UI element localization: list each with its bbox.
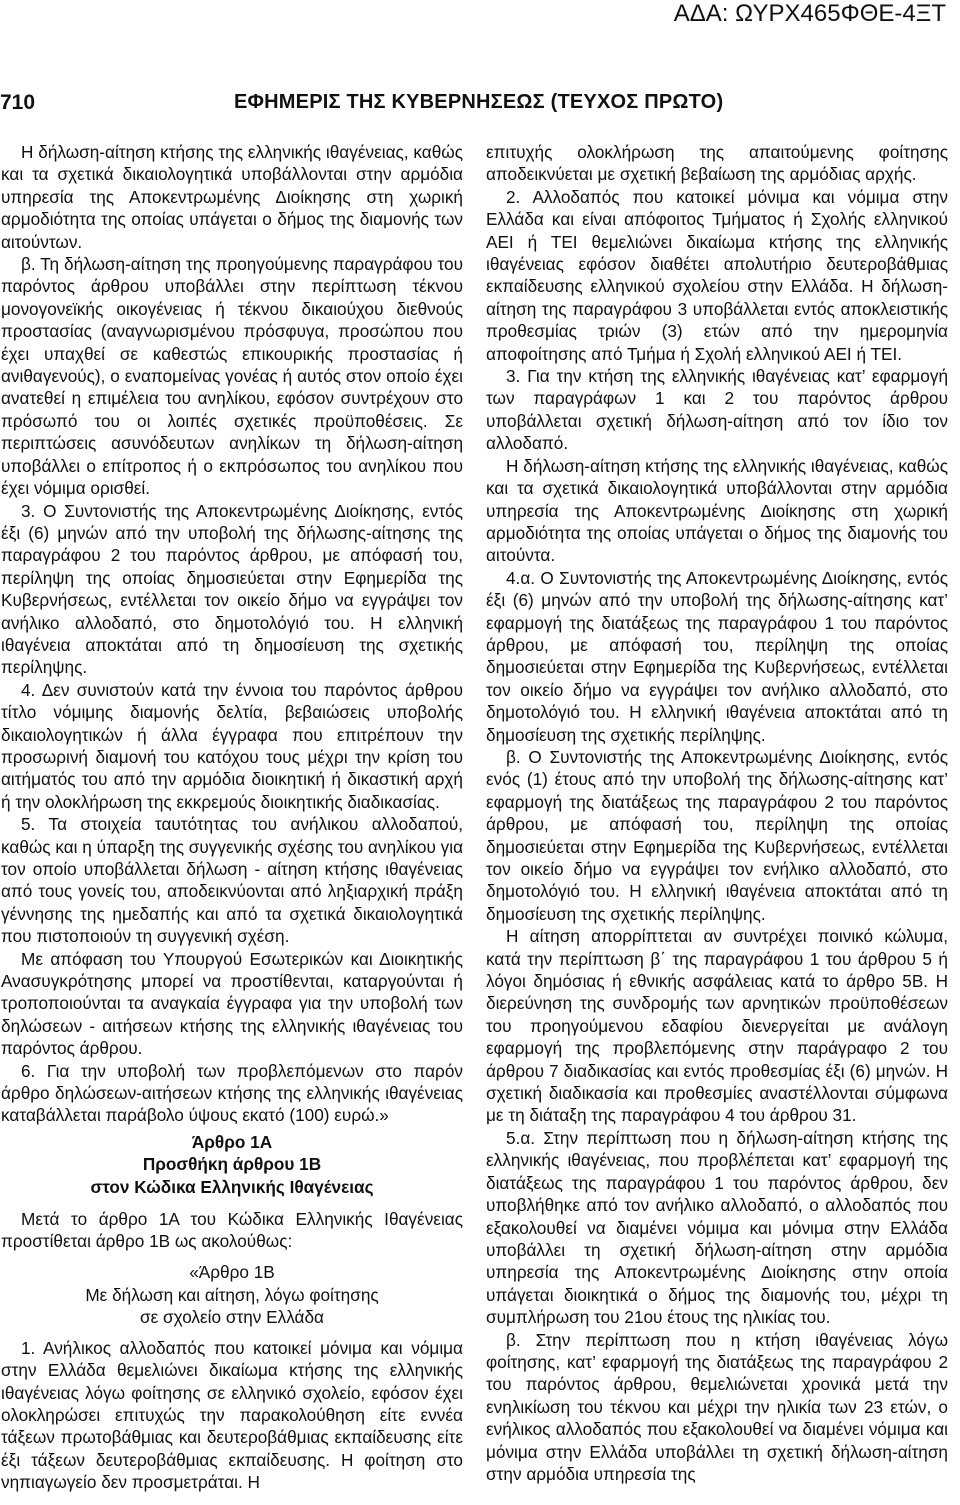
left-para-6: Με απόφαση του Υπουργού Εσωτερικών και Διοικητικής Ανασυγκρότησης μπορεί να προστίθενται, καταργούνται ή τροποποιούνται τα αναγκαία έγγραφα για την υποβολή των δηλώσεων - αιτήσεων κτήσης της ελληνικής ιθαγένειας του παρόντος άρθρου.	[1, 948, 463, 1059]
right-column	[486, 141, 948, 1485]
right-para-9: β. Στην περίπτωση που η κτήση ιθαγένειας λόγω φοίτησης, κατ’ εφαρμογή της διατάξεως της παραγράφου 2 του παρόντος άρθρου, θεμελιώνεται χρονικά μετά την ενηλικίωση του τέκνου και μέχρι την ηλικία των 23 ετών, ο ενήλικος αλλοδαπός που εξακολουθεί να διαμένει νόμιμα και μόνιμα στην Ελλάδα υποβάλλει τη σχετική δήλωση-αίτηση στην αρμόδια υπηρεσία της	[486, 1329, 948, 1484]
left-para-1: Η δήλωση-αίτηση κτήσης της ελληνικής ιθαγένειας, καθώς και τα σχετικά δικαιολογητικά υποβάλλονται στην αρμόδια υπηρεσία της Αποκεντρωμένης Διοίκησης στη χωρική αρμοδιότητα της οποίας υπάγεται ο δήμος της διαμονής των αιτούντων.	[1, 142, 463, 252]
left-para-2: β. Τη δήλωση-αίτηση της προηγούμενης παραγράφου του παρόντος άρθρου υποβάλλει στην περίπτωση τέκνου μονογονεϊκής οικογένειας ή τέκνου δικαιούχου διεθνούς προστασίας (αναγνωρισμένου πρόσφυγα, προσώπου που έχει υπαχθεί σε καθεστώς επικουρικής προστασίας ή ανιθαγενούς), ο εναπομείνας γονέας ή αυτός στον οποίο έχει ανατεθεί η επιμέλεια του ανηλίκου, εφόσον συντρέχουν στο πρόσωπό του οι λοιπές σχετικές προϋποθέσεις. Σε περιπτώσεις ασυνόδευτων ανηλίκων τη δήλωση-αίτηση υποβάλλει ο επίτροπος ή ο εκπρόσωπος του ανηλίκου που έχει νόμιμα ορισθεί.	[1, 254, 463, 499]
article-intro: Μετά το άρθρο 1Α του Κώδικα Ελληνικής Ιθαγένειας προστίθεται άρθρο 1Β ως ακολούθως:	[1, 1208, 463, 1252]
article-title-2: Προσθήκη άρθρου 1Β	[142, 1154, 322, 1175]
article-title-1: Άρθρο 1Α	[191, 1131, 273, 1152]
right-para-5: 4.α. Ο Συντονιστής της Αποκεντρωμένης Διοίκησης, εντός έξι (6) μηνών από την υποβολή της δήλωσης-αίτησης κατ’ εφαρμογή της διατάξεως της παραγράφου 1 του παρόντος άρθρου, με απόφασή του, περίληψη της οποίας δημοσιεύεται στην Εφημερίδα της Κυβερνήσεως, εντέλλεται τον οικείο δήμο να εγγράψει τον ανήλικο αλλοδαπό, στο δημοτολόγιό του. Η ελληνική ιθαγένεια αποκτάται από τη δημοσίευση της σχετικής περίληψης.	[486, 567, 948, 745]
quote-title-1: «Άρθρο 1Β	[189, 1262, 275, 1283]
right-para-8: 5.α. Στην περίπτωση που η δήλωση-αίτηση κτήσης της ελληνικής ιθαγένειας, που προβλέπεται κατ’ εφαρμογή της διατάξεως της παραγράφου 1 του παρόντος άρθρου, δεν υποβλήθηκε από τον ανήλικο αλλοδαπό, ο αλλοδαπός που εξακολουθεί να διαμένει νόμιμα και μόνιμα στην Ελλάδα υποβάλλει τη σχετική δήλωση-αίτηση στην αρμόδια υπηρεσία της Αποκεντρωμένης Διοίκησης στην οποία υπάγεται διοικητικά ο δήμος της διαμονής του, μέχρι τη συμπλήρωση του 21ου έτους της ηλικίας του.	[486, 1127, 948, 1328]
quoted-article-heading	[1, 1261, 463, 1328]
quote-title-3: σε σχολείο στην Ελλάδα	[139, 1307, 324, 1328]
right-para-4: Η δήλωση-αίτηση κτήσης της ελληνικής ιθαγένειας, καθώς και τα σχετικά δικαιολογητικά υποβάλλονται στην αρμόδια υπηρεσία της Αποκεντρωμένης Διοίκησης στη χωρική αρμοδιότητα της οποίας υπάγεται ο δήμος της διαμονής του αιτούντα.	[486, 455, 948, 566]
right-para-1: επιτυχής ολοκλήρωση της απαιτούμενης φοίτησης αποδεικνύεται με σχετική βεβαίωση της αρμόδιας αρχής.	[486, 142, 948, 185]
left-para-4: 4. Δεν συνιστούν κατά την έννοια του παρόντος άρθρου τίτλο νόμιμης διαμονής δελτία, βεβαιώσεις υποβολής δικαιολογητικών ή άλλα έγγραφα που επιτρέπουν την προσωρινή διαμονή του κατόχου τους μέχρι την κρίση του αιτήματός του από την αρμόδια διοικητική ή δικαστική αρχή ή την ολοκλήρωση της εκκρεμούς διοικητικής διαδικασίας.	[1, 679, 463, 812]
ada-code: ΑΔΑ: ΩΥΡΧ465ΦΘΕ-4ΞΤ	[673, 0, 946, 27]
right-para-7: Η αίτηση απορρίπτεται αν συντρέχει ποινικό κώλυμα, κατά την περίπτωση β΄ της παραγράφου 1 του άρθρου 5 ή λόγοι δημόσιας ή εθνικής ασφάλειας κατά το άρθρο 5Β. Η διερεύνηση της συνδρομής των αρνητικών προϋποθέσεων του προηγούμενου εδαφίου διενεργείται με ανάλογη εφαρμογή της προβλεπόμενης στην παράγραφο 2 του άρθρου 7 διαδικασίας και εντός προθεσμίας έξι (6) μηνών. Η σχετική διαδικασία και προθεσμίες αναστέλλονται σύμφωνα με τη διάταξη της παραγράφου 4 του άρθρου 31.	[486, 926, 948, 1126]
left-para-3: 3. Ο Συντονιστής της Αποκεντρωμένης Διοίκησης, εντός έξι (6) μηνών από την υποβολή της δήλωσης-αίτησης της παραγράφου 2 του παρόντος άρθρου, με απόφασή του, περίληψη της οποίας δημοσιεύεται στην Εφημερίδα της Κυβερνήσεως, εντέλλεται τον οικείο δήμο να εγγράψει τον ανήλικο αλλοδαπό, στο δημοτολόγιό του. Η ελληνική ιθαγένεια αποκτάται από τη δημοσίευση της σχετικής περίληψης.	[1, 500, 463, 678]
right-para-3: 3. Για την κτήση της ελληνικής ιθαγένειας κατ’ εφαρμογή των παραγράφων 1 και 2 του παρόντος άρθρου υποβάλλεται σχετική δήλωση-αίτηση από τον ίδιο τον αλλοδαπό.	[486, 366, 948, 454]
right-para-6: β. Ο Συντονιστής της Αποκεντρωμένης Διοίκησης, εντός ενός (1) έτους από την υποβολή της δήλωσης-αίτησης κατ’ εφαρμογή της διατάξεως της παραγράφου 2 του παρόντος άρθρου, με απόφασή του, περίληψη της οποίας δημοσιεύεται στην Εφημερίδα της Κυβερνήσεως, εντέλλεται τον οικείο δήμο να εγγράψει τον ενήλικο αλλοδαπό, στο δημοτολόγιό του. Η ελληνική ιθαγένεια αποκτάται από τη δημοσίευση της σχετικής περίληψης.	[486, 746, 948, 924]
gazette-title: ΕΦΗΜΕΡΙΣ ΤΗΣ ΚΥΒΕΡΝΗΣΕΩΣ (ΤΕΥΧΟΣ ΠΡΩΤΟ)	[234, 91, 724, 113]
article-title-3: στον Κώδικα Ελληνικής Ιθαγένειας	[90, 1177, 374, 1198]
left-para-5: 5. Τα στοιχεία ταυτότητας του ανήλικου αλλοδαπού, καθώς και η ύπαρξη της συγγενικής σχέσης του ανηλίκου για τον οποίο υποβάλλεται δήλωση - αίτηση κτήσης ιθαγένειας από τους γονείς του, αποδεικνύονται από ληξιαρχική πράξη γέννησης της ημεδαπής και από τα σχετικά δικαιολογητικά που πιστοποιούν τη συγγενική σχέση.	[1, 814, 464, 947]
left-column	[1, 141, 463, 1494]
right-para-2: 2. Αλλοδαπός που κατοικεί μόνιμα και νόμιμα στην Ελλάδα και είναι απόφοιτος Τμήματος ή Σχολής ελληνικού ΑΕΙ ή ΤΕΙ θεμελιώνει δικαίωμα κτήσης της ελληνικής ιθαγένειας εφόσον διαθέτει απολυτήριο δευτεροβάθμιας εκπαίδευσης ελληνικού σχολείου στην Ελλάδα. Η δήλωση-αίτηση της παραγράφου 3 υποβάλλεται εντός αποκλειστικής προθεσμίας τριών (3) ετών από την ημερομηνία αποφοίτησης από Τμήμα ή Σχολή ελληνικού ΑΕΙ ή ΤΕΙ.	[486, 186, 948, 364]
page-header	[0, 91, 960, 117]
left-para-8: 1. Ανήλικος αλλοδαπός που κατοικεί μόνιμα και νόμιμα στην Ελλάδα θεμελιώνει δικαίωμα κτήσης της ελληνικής ιθαγένειας λόγω φοίτησης σε ελληνικό σχολείο, εφόσον έχει ολοκληρώσει επιτυχώς την παρακολούθηση είτε εννέα τάξεων πρωτοβάθμιας και δευτεροβάθμιας εκπαίδευσης είτε έξι τάξεων δευτεροβάθμιας εκπαίδευσης. Η φοίτηση στο νηπιαγωγείο δεν προσμετράται. Η	[1, 1337, 463, 1493]
left-para-7: 6. Για την υποβολή των προβλεπόμενων στο παρόν άρθρο δηλώσεων-αιτήσεων κτήσης της ελληνικής ιθαγένειας καταβάλλεται παράβολο ύψους εκατό (100) ευρώ.»	[1, 1060, 463, 1126]
quote-title-2: Με δήλωση και αίτηση, λόγω φοίτησης	[85, 1284, 379, 1305]
article-heading	[1, 1131, 463, 1199]
page-number: 710	[0, 91, 36, 114]
